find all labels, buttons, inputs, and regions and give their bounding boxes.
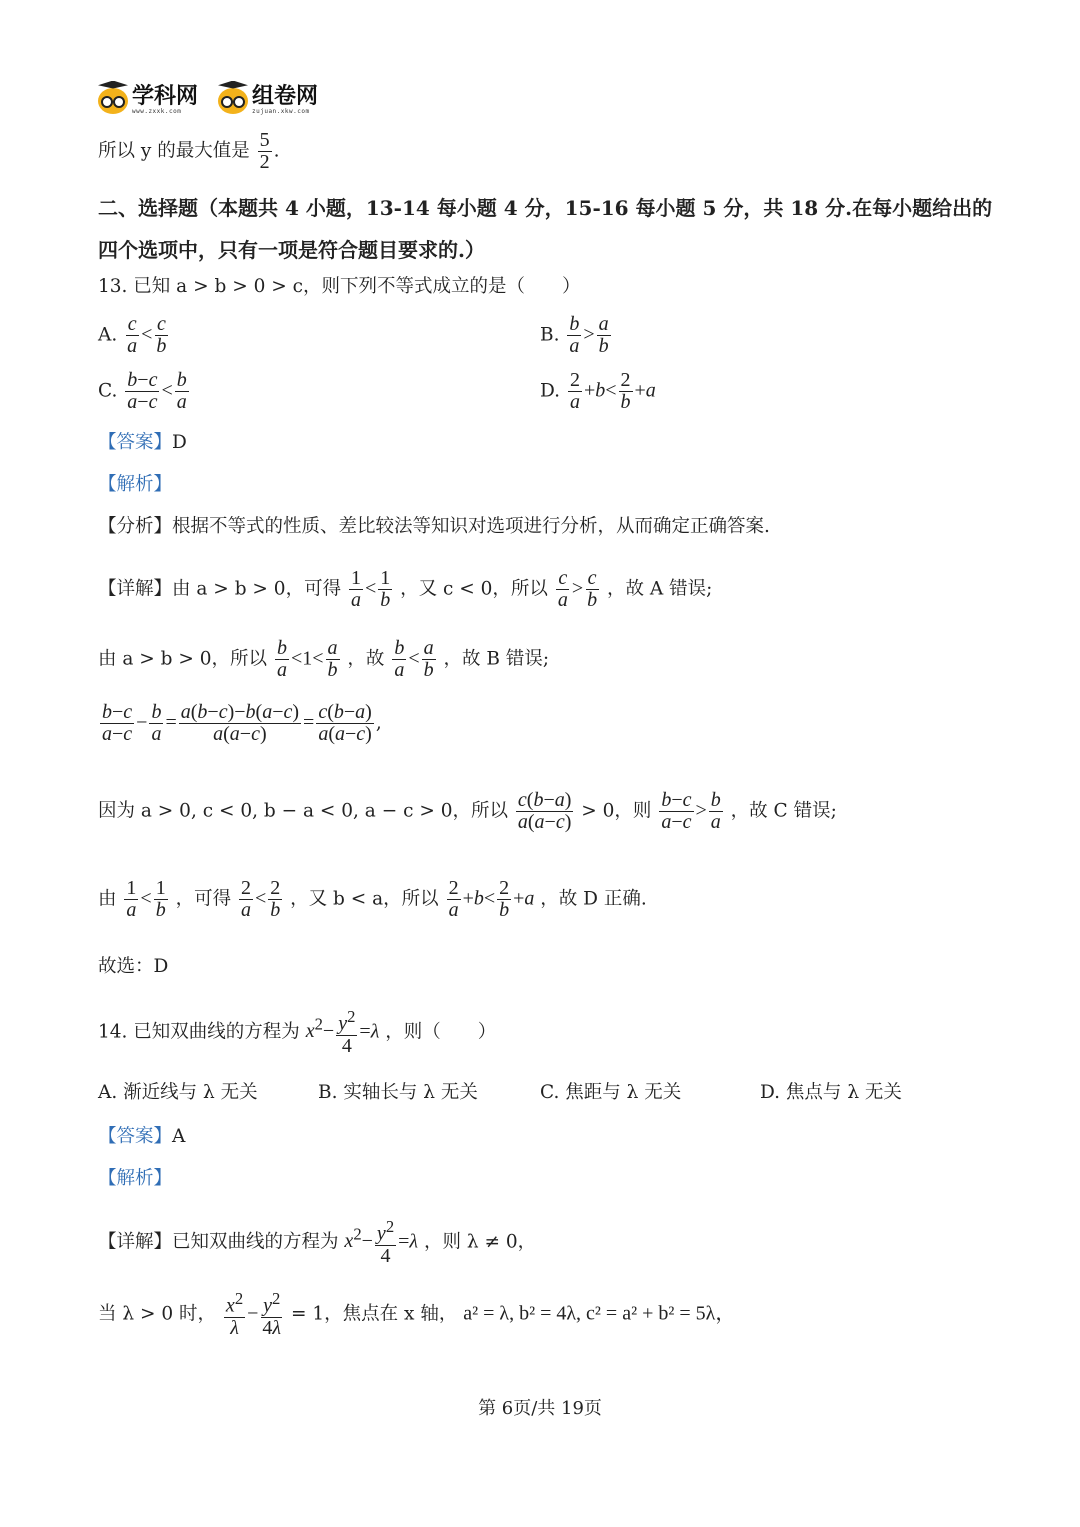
q14-option-a: A. 渐近线与 λ 无关 xyxy=(98,1082,258,1103)
q14-stem: 14. 已知双曲线的方程为 $x^2-$ $\frac{y^2}{4}$ =λ ，则（ ） xyxy=(98,1007,497,1057)
logo-zxxk xyxy=(98,86,198,115)
q13-choose: 故选：D xyxy=(98,956,169,977)
q14-option-c: C. 焦距与 λ 无关 xyxy=(540,1082,682,1103)
q13-detail-5: 由 $\frac{1}{a}$ < $\frac{1}{b}$ ，可得 $\frac{2}{a}$ < $\frac{2}{b}$ ，又 b < a，所以 $\frac{2}{a}$ +b< $\frac{2}{b}$ +a ，故 D 正确. xyxy=(98,877,647,921)
page-number: 第 6页/共 19页 xyxy=(478,1398,602,1419)
prev-text: 所以 y 的最大值是 xyxy=(98,140,250,162)
q13-option-d: D. $\frac{2}{a}$ +b< $\frac{2}{b}$ +a xyxy=(540,369,656,413)
q13-detail-2: 由 a > b > 0，所以 $\frac{b}{a}$ <1< $\frac{a}{b}$ ，故 $\frac{b}{a}$ < $\frac{a}{b}$ ，故 B 错误; xyxy=(98,637,550,681)
logo-zujuan xyxy=(218,86,318,115)
prev-conclusion: 所以 y 的最大值是 $\frac{5}{2}$ . xyxy=(98,129,280,173)
section-title-line2: 四个选项中，只有一项是符合题目要求的.） xyxy=(98,238,485,262)
q13-detail-4: 因为 a > 0, c < 0, b − a < 0, a − c > 0，所以 $\frac{c(b-a)}{a(a-c)}$ > 0，则 $\frac{b-c}{a-c}$ > $\frac{b}{a}$ ，故 C 错误; xyxy=(98,789,837,833)
q14-detail-1: 【详解】已知双曲线的方程为 $x^2-$ $\frac{y^2}{4}$ =λ ，则 λ ≠ 0， xyxy=(98,1217,537,1267)
q14-option-d: D. 焦点与 λ 无关 xyxy=(760,1082,902,1103)
q13-detail-3: $\frac{b-c}{a-c}$ − $\frac{b}{a}$ = $\frac{a(b-c)-b(a-c)}{a(a-c)}$ = $\frac{c(b-a)}{a(a-c)}$ , xyxy=(102,701,382,745)
q14-answer: 【答案】A xyxy=(98,1126,186,1147)
q13-analysis: 【分析】根据不等式的性质、差比较法等知识对选项进行分析，从而确定正确答案. xyxy=(98,516,770,537)
q13-jiexi-tag: 【解析】 xyxy=(98,474,173,495)
q13-option-b: B. $\frac{b}{a}$ > $\frac{a}{b}$ xyxy=(540,313,609,357)
q13-stem: 13. 已知 a > b > 0 > c，则下列不等式成立的是（ ） xyxy=(98,276,581,297)
q14-jiexi-tag: 【解析】 xyxy=(98,1168,173,1189)
section-title-line1: 二、选择题（本题共 4 小题，13-14 每小题 4 分，15-16 每小题 5 分，共 18 分.在每小题给出的 xyxy=(98,196,993,220)
q13-detail-1: 【详解】由 a > b > 0，可得 $\frac{1}{a}$ < $\frac{1}{b}$ ，又 c < 0，所以 $\frac{c}{a}$ > $\frac{c}{b}$ ，故 A 错误; xyxy=(98,567,713,611)
logo-url: zujuan.xkw.com xyxy=(252,108,310,115)
q13-answer: 【答案】D xyxy=(98,432,187,453)
owl-logo-icon xyxy=(218,88,248,114)
owl-logo-icon xyxy=(98,88,128,114)
q14-option-b: B. 实轴长与 λ 无关 xyxy=(318,1082,478,1103)
q14-detail-2: 当 λ > 0 时， $\frac{x^2}{\lambda}$ − $\frac{y^2}{4\lambda}$ = 1，焦点在 x 轴， a² = λ, b² = 4λ, c² = a² + b² = 5λ， xyxy=(98,1289,736,1339)
logo-name: 组卷网 xyxy=(252,84,319,109)
q13-option-c: C. $\frac{b-c}{a-c}$ < $\frac{b}{a}$ xyxy=(98,369,187,413)
logo-name: 学科网 xyxy=(132,84,199,109)
q13-option-a: A. $\frac{c}{a}$ < $\frac{c}{b}$ xyxy=(98,313,167,357)
fraction: $\frac{5}{2}$ xyxy=(259,129,270,173)
logo-url: www.zxxk.com xyxy=(132,108,182,115)
